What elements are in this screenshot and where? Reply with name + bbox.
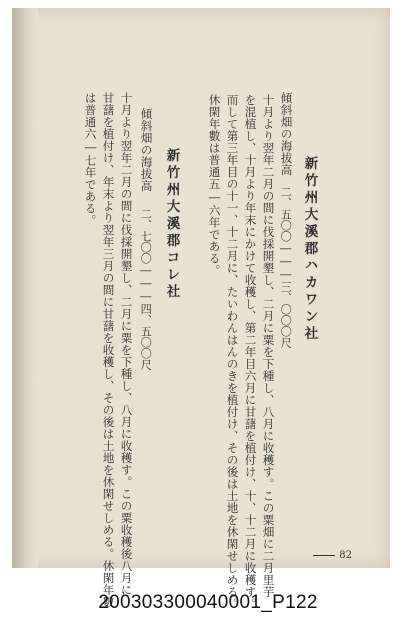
page-number [313, 550, 352, 561]
section1-altitude-label: 傾斜畑の海拔高 [279, 92, 294, 176]
section2-line-1: 十月より翌年二月の間に伐採開墾し、二月に粟を下種し、八月に收穫す。この粟收穫後八月に [119, 92, 134, 596]
section1-altitude-value: 二、五〇〇―――三、〇〇〇尺 [279, 186, 293, 349]
page-number-text: 82 [339, 550, 352, 561]
page-gutter [12, 8, 38, 568]
section2-altitude-value: 二、七〇〇―――四、五〇〇尺 [139, 208, 153, 371]
page-number-rule [313, 555, 335, 556]
image-caption: 200303300040001_P122 [98, 592, 318, 613]
section1-line-1: 十月より翌年二月の間に伐採開墾し、二月に粟を下種し、八月に收穫す。この粟畑に二月里芋 [261, 94, 276, 598]
section2-altitude-label: 傾斜畑の海拔高 [139, 108, 154, 192]
section2-line-2: 甘藷を植付け、年末より翌年三月の間に甘藷を收穫し、その後は土地を休閑せしめる。休閑年數 [101, 92, 116, 608]
section1-line-2: を混植し、十月より年末にかけて收穫し、第二年目六月に甘藷を植付け、十、十二月に收穫す。 [243, 94, 258, 610]
section2-line-3: は普通六―七年である。 [83, 92, 98, 227]
section1-heading: 新竹州大溪郡ハカワン社 [301, 156, 318, 343]
section1-line-4: 休閑年數は普通五―六年である。 [207, 94, 222, 277]
section1-line-3: 而して第三年目の十一、十二月に、たいわんはんのきを植付け、その後は土地を休閑せしめる。 [225, 94, 240, 610]
section2-heading: 新竹州大溪郡コレ社 [163, 148, 180, 301]
